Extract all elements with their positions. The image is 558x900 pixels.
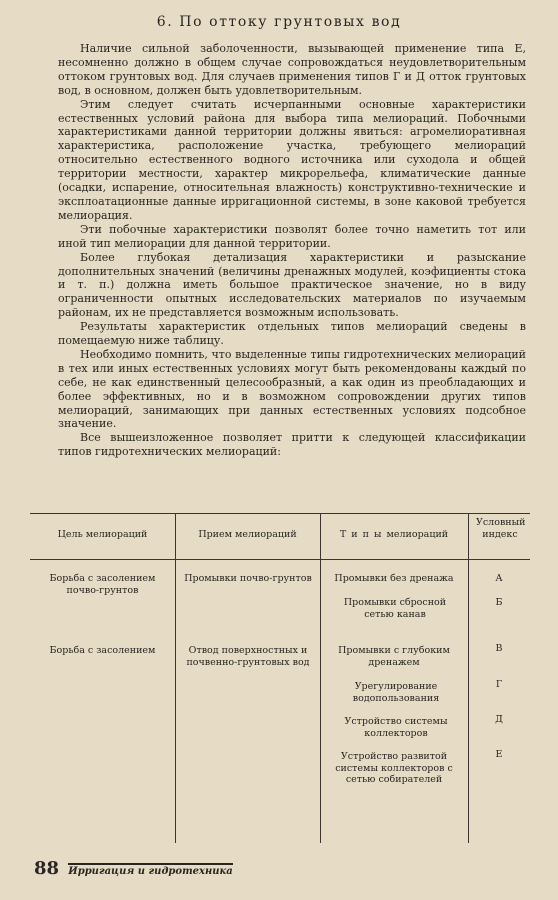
cell-index: Б [495,597,503,608]
page-number: 88 [34,858,60,879]
cell-method: Промывки почво-грунтов [184,573,312,584]
paragraph: Все вышеизложенное позволяет притти к следующей классификации типов гидротехнических мелиораций: [58,431,526,459]
paragraph: Результаты характеристик отдельных типов мелиораций сведены в помещаемую ниже таблицу. [58,320,526,348]
cell-goal: Борьба с засолением [49,645,156,656]
body-text [58,42,526,459]
cell-index: Г [495,679,503,690]
cell-index: Е [495,749,503,760]
cell-type: Промывки сбросной сетью канав [343,597,447,620]
classification-table [30,513,530,843]
column-header-type: Т и п ы мелиораций [339,529,449,540]
paragraph: Этим следует считать исчерпанными основные характеристики естественных условий района для выбора типа мелиораций. Побочными характеристиками данной территории должны явиться: агромелиоративная характеристика, расположение участка, требующего мелиораций относительно естественного водного источника или суходола и общей территории местности, характер микрорельефа, климатические данные (осадки, испарение, относительная влажность) конструктивно-технические и эксплоатационные данные ирригационной системы, в зоне каковой требуется мелиорация. [58,97,526,222]
cell-type: Устройство развитой системы коллекторов с сетью собирателей [335,751,453,785]
section-heading: 6. По оттоку грунтовых вод [156,14,402,30]
table-column-rule [175,513,176,843]
page-footer [34,858,233,879]
cell-index: В [495,643,503,654]
cell-type: Промывки с глубоким дренажем [338,645,450,668]
cell-type: Устройство системы коллекторов [344,716,448,739]
paragraph: Более глубокая детализация характеристики и разыскание дополнительных значений (величины дренажных модулей, коэфициенты стока и т. п.) должна иметь большое практическое значение, но в виду ограниченности опытных исследовательских материалов по изучаемым районам, их не представляется возможным использовать. [58,250,526,320]
cell-index: Д [495,714,503,725]
paragraph: Эти побочные характеристики позволят более точно наметить тот или иной тип мелиорации для данной территории. [58,222,526,250]
table-header-rule [30,559,530,560]
paragraph: Необходимо помнить, что выделенные типы гидротехнических мелиораций в тех или иных естественных условиях могут быть рекомендованы каждый по себе, не как единственный целесообразный, а как один из преобладающих и более эффективных, но и в возможном сопровождении других типов мелиораций, занимающих при данных естественных условиях подсобное значение. [58,347,526,431]
cell-type: Урегулирование водопользования [352,681,440,704]
column-header-goal: Цель мелиораций [57,529,148,540]
paragraph: Наличие сильной заболоченности, вызывающей применение типа Е, несомненно должно в общем случае сопровождаться неудовлетворительным оттоком грунтовых вод. Для случаев применения типов Г и Д отток грунтовых вод, в основном, должен быть удовлетворительным. [58,42,526,97]
column-header-index: Условный индекс [476,517,526,540]
table-column-rule [320,513,321,843]
cell-index: А [495,573,503,584]
running-title: Ирригация и гидротехника [68,863,233,877]
cell-type: Промывки без дренажа [334,573,454,584]
table-top-rule [30,513,530,514]
cell-method: Отвод поверхностных и почвенно-грунтовых вод [186,645,310,668]
table-column-rule [468,513,469,843]
column-header-method: Прием мелиораций [198,529,297,540]
cell-goal: Борьба с засолением почво-грунтов [49,573,156,596]
